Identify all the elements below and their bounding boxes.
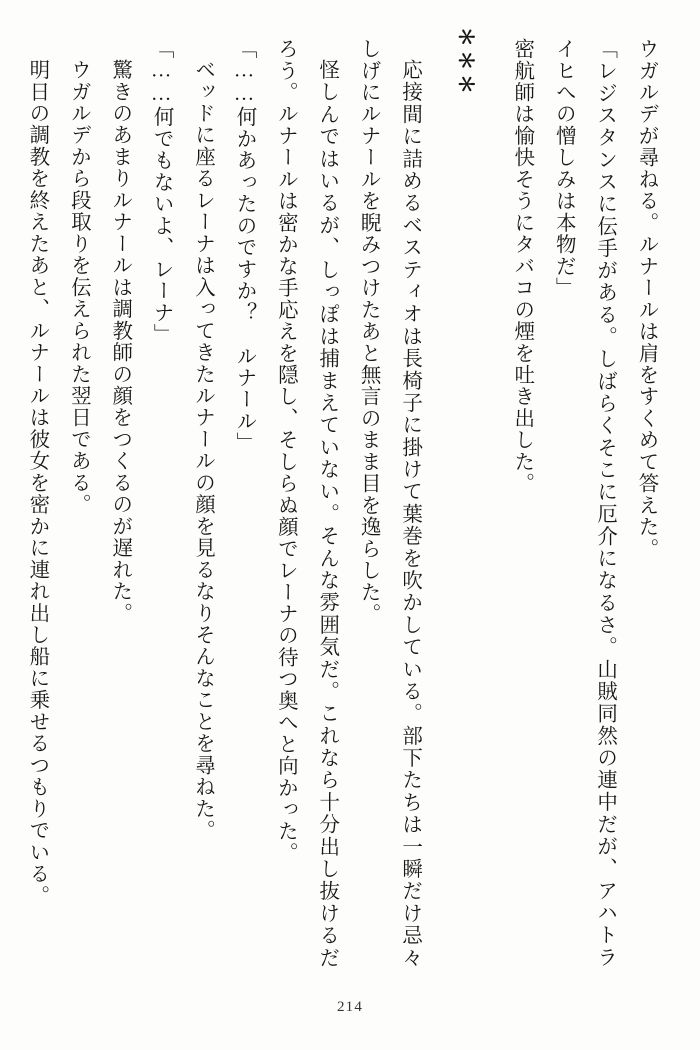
- paragraph: 明日の調教を終えたあと、ルナールは彼女を密かに連れ出し船に乗せるつもりでいる。: [25, 58, 48, 906]
- paragraph: 驚きのあまりルナールは調教師の顔をつくるのが遅れた。: [108, 58, 131, 624]
- vertical-text-body: [25, 26, 666, 968]
- paragraph: ベッドに座るレーナは入ってきたルナールの顔を見るなりそんなことを尋ねた。: [191, 58, 214, 841]
- page-number: 214: [336, 999, 364, 1015]
- paragraph: ウガルデから段取りを伝えられた翌日である。: [67, 58, 90, 515]
- section-separator-text: ＊＊＊: [454, 26, 477, 98]
- paragraph: 応接間に詰めるベスティオは長椅子に掛けて葉巻を吹かしている。部下たちは一瞬だけ忌々しげにルナールを睨みつけたあと無言のまま目を逸らした。: [357, 38, 421, 968]
- section-separator: [430, 26, 501, 968]
- paragraph: 怪しんではいるが、しっぽは捕まえていない。そんな雰囲気だ。これなら十分出し抜けるだろう。ルナールは密かな手応えを隠し、そしらぬ顔でレーナの待つ奥へと向かった。: [274, 38, 338, 968]
- paragraph: 「レジスタンスに伝手がある。しばらくそこに厄介になるさ。山賊同然の連中だが、アハトライヒへの憎しみは本物だ」: [552, 38, 616, 968]
- paragraph: ウガルデが尋ねる。ルナールは肩をすくめて答えた。: [635, 38, 657, 560]
- paragraph: 「……何でもないよ、レーナ」: [150, 38, 173, 346]
- paragraph: 「……何かあったのですか？ ルナール」: [232, 38, 255, 454]
- paragraph: 密航師は愉快そうにタバコの煙を吐き出した。: [510, 38, 533, 495]
